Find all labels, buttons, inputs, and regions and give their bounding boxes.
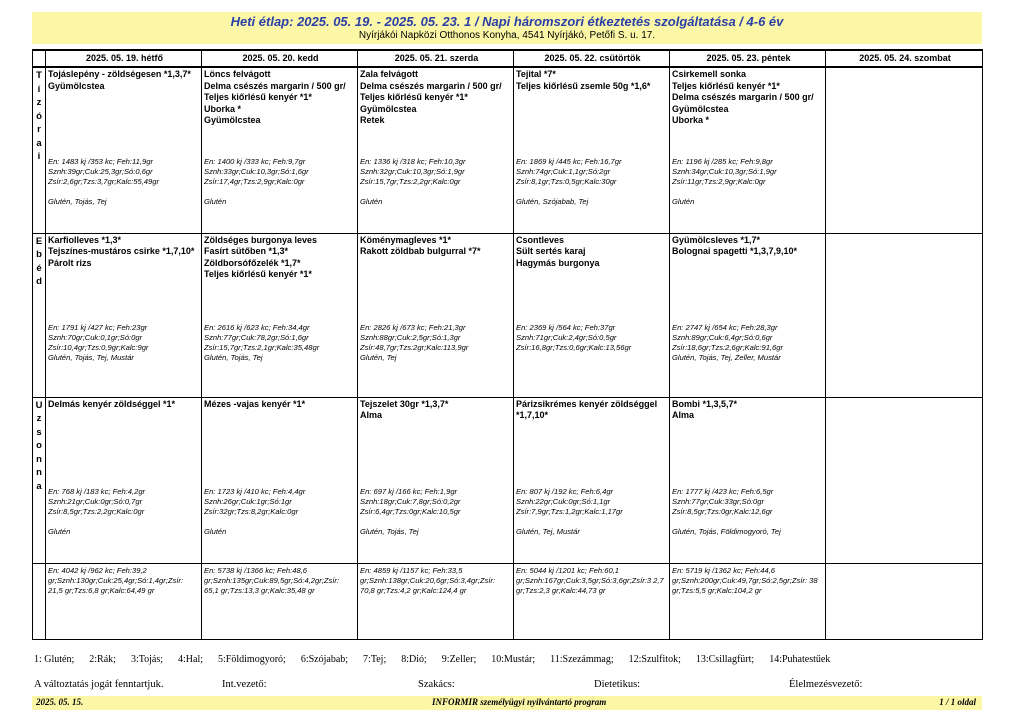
nutrition-block [672, 487, 823, 537]
allergen-legend-item: 6:Szójabab; [300, 654, 349, 665]
menu-cell [358, 233, 514, 397]
daily-total-cell [826, 563, 983, 639]
day-header: 2025. 05. 19. hétfő [46, 50, 202, 67]
meal-label [33, 67, 46, 233]
allergen-legend-item: 14:Puhatestűek [769, 654, 831, 665]
daily-total-cell [46, 563, 202, 639]
dish-list: Bombi *1,3,5,7* Alma [672, 398, 738, 420]
nutrition-block [48, 157, 199, 207]
menu-cell [670, 397, 826, 563]
dish-list: Delmás kenyér zöldséggel *1* [48, 398, 176, 409]
print-date: 2025. 05. 15. [36, 697, 84, 707]
allergen-list: Glutén, Tojás, Földimogyoró, Tej [672, 526, 781, 536]
allergen-list: Glutén [48, 526, 71, 536]
dish-list: Karfiolleves *1,3* Tejszínes-mustáros csirke *1,7,10* Párolt rizs [48, 234, 195, 268]
allergen-list: Glutén, Tojás, Tej [360, 526, 419, 536]
nutrition-values: En: 1483 kj /353 kc; Feh:11,9gr Sznh:39gr;Cuk:25,3gr;Só:0,6gr Zsír:2,6gr;Tzs:3,7gr;Kalc:55,49gr [48, 157, 159, 186]
dish-list: Zala felvágott Delma csészés margarin / 500 gr/ Teljes kiőrlésű kenyér *1* Gyümölcstea Retek [360, 69, 502, 125]
menu-cell [826, 397, 983, 563]
day-header: 2025. 05. 22. csütörtök [514, 50, 670, 67]
allergen-legend-item: 7:Tej; [363, 654, 387, 665]
meal-label-letter: r [37, 124, 41, 135]
allergen-legend-item: 11:Szezámmag; [550, 654, 614, 665]
meal-label-letter: b [36, 249, 42, 260]
kitchen-address: Nyírjákói Napközi Otthonos Konyha, 4541 Nyírjákó, Petőfi S. u. 17. [358, 30, 656, 41]
nutrition-values: En: 1777 kj /423 kc; Feh:6,5gr Sznh:77gr;Cuk:33gr;Só:0gr Zsír:8,5gr;Tzs:0gr;Kalc:12,6gr [672, 486, 774, 516]
meal-row [33, 67, 983, 233]
nutrition-block [48, 487, 199, 537]
menu-cell [202, 233, 358, 397]
meal-label-letter: z [36, 97, 42, 108]
meal-label-letter: o [36, 440, 42, 451]
nutrition-block [204, 323, 355, 363]
meal-label-letter: a [36, 480, 42, 492]
szakacs-signature: Szakács: [418, 679, 455, 690]
meal-label-letter: z [36, 413, 42, 424]
day-header: 2025. 05. 20. kedd [202, 50, 358, 67]
dish-list: Csirkemell sonka Teljes kiőrlésű kenyér *1* Delma csészés margarin / 500 gr/ Gyümölcstea Uborka * [672, 69, 814, 125]
meal-row [33, 397, 983, 563]
nutrition-block [828, 487, 980, 497]
nutrition-values: En: 1869 kj /445 kc; Feh:16,7gr Sznh:74gr;Cuk:1,1gr;Só:2gr Zsír:8,1gr;Tzs:0,5gr;Kalc:30gr [516, 157, 622, 186]
menu-cell [670, 233, 826, 397]
dish-list: Tejszelet 30gr *1,3,7* Alma [360, 398, 449, 420]
dish-list: Köménymagleves *1* Rakott zöldbab bulgurral *7* [360, 234, 481, 256]
nutrition-block [204, 157, 355, 207]
elelmezesvezeto-signature: Élelmezésvezető: [789, 679, 863, 690]
nutrition-values: En: 2747 kj /654 kc; Feh:28,3gr Sznh:89gr;Cuk:6,4gr;Só:0,6gr Zsír:18,6gr;Tzs:2,6gr;Kalc:91,6gr [672, 322, 783, 352]
allergen-list: Glutén, Tej, Mustár [516, 526, 580, 536]
daily-total-values: En: 5738 kj /1366 kc; Feh:48,6 gr;Sznh:135gr;Cuk:89,5gr;Só:4,2gr;Zsír: 65,1 gr;Tzs:13,3 gr;Kalc:35,48 gr [204, 565, 340, 595]
daily-total-values: En: 5719 kj /1362 kc; Feh:44,6 gr;Sznh:200gr;Cuk:49,7gr;Só:2,5gr;Zsír: 38 gr;Tzs:5,5 gr;Kalc:104,2 gr [672, 565, 818, 595]
daily-total-cell [514, 563, 670, 639]
int-vezeto-signature: Int.vezető: [222, 679, 267, 690]
allergen-list: Glutén [204, 526, 227, 536]
allergen-legend-item: 9:Zeller; [441, 654, 477, 665]
daily-total-cell [202, 563, 358, 639]
allergen-legend-item: 4:Hal; [178, 654, 204, 665]
totals-label [33, 563, 46, 639]
meal-label-letter: í [37, 83, 41, 95]
nutrition-block [672, 157, 823, 207]
allergen-list: Glutén [204, 197, 227, 206]
daily-total-cell [670, 563, 826, 639]
nutrition-block [360, 157, 511, 207]
menu-cell [514, 233, 670, 397]
menu-cell [202, 397, 358, 563]
dish-list: Gyümölcsleves *1,7* Bolognai spagetti *1,3,7,9,10* [672, 234, 798, 256]
allergen-list: Glutén, Tej [360, 352, 397, 362]
allergen-legend-item: 2:Rák; [89, 654, 116, 665]
daily-total-values: En: 4042 kj /962 kc; Feh:39,2 gr;Sznh:130gr;Cuk:25,4gr;Só:1,4gr;Zsír: 21,5 gr;Tzs:6,8 gr;Kalc:64,49 gr [48, 565, 184, 595]
meal-label-letter: é [36, 262, 42, 274]
meal-label-letter: d [36, 276, 42, 287]
allergen-list: Glutén [360, 197, 383, 206]
footer-band [32, 696, 982, 710]
nutrition-values: En: 1336 kj /318 kc; Feh:10,3gr Sznh:32gr;Cuk:10,3gr;Só:1,9gr Zsír:15,7gr;Tzs:2,2gr;Kalc:0gr [360, 157, 466, 186]
daily-total-values: En: 4859 kj /1157 kc; Feh:33,5 gr;Sznh:138gr;Cuk:20,6gr;Só:3,4gr;Zsír: 70,8 gr;Tzs:4,2 gr;Kalc:124,4 gr [360, 565, 496, 595]
meal-label-letter: E [35, 235, 43, 247]
page-indicator: 1 / 1 oldal [939, 697, 976, 707]
menu-cell [46, 233, 202, 397]
allergen-legend [34, 654, 984, 665]
allergen-list: Glutén, Tojás, Tej [48, 197, 107, 206]
nutrition-block [48, 323, 199, 363]
allergen-list: Glutén [672, 197, 695, 206]
meal-label-letter: ó [36, 110, 42, 122]
day-header: 2025. 05. 24. szombat [826, 50, 983, 67]
menu-cell [46, 67, 202, 233]
day-header: 2025. 05. 21. szerda [358, 50, 514, 67]
allergen-list: Glutén, Tojás, Tej [204, 352, 263, 362]
rights-reserved-note: A változtatás jogát fenntartjuk. [34, 679, 164, 690]
daily-totals-row [33, 563, 983, 639]
menu-cell [826, 233, 983, 397]
nutrition-values: En: 768 kj /183 kc; Feh:4,2gr Sznh:21gr;Cuk:0gr;Só:0,7gr Zsír:8,5gr;Tzs:2,2gr;Kalc:0gr [48, 486, 146, 516]
meal-label-letter: U [35, 399, 43, 411]
dish-list: Löncs felvágott Delma csészés margarin / 500 gr/ Teljes kiőrlésű kenyér *1* Uborka * Gyümölcstea [204, 69, 346, 125]
nutrition-block [516, 323, 667, 353]
nutrition-block [672, 323, 823, 363]
nutrition-block [516, 487, 667, 537]
nutrition-values: En: 697 kj /166 kc; Feh:1,9gr Sznh:18gr;Cuk:7,8gr;Só:0,2gr Zsír:6,4gr;Tzs:0gr;Kalc:10,5gr [360, 486, 461, 516]
dish-list: Tojáslepény - zöldségesen *1,3,7* Gyümölcstea [48, 69, 191, 91]
menu-cell [46, 397, 202, 563]
menu-cell [358, 67, 514, 233]
nutrition-values: En: 1723 kj /410 kc; Feh:4,4gr Sznh:26gr;Cuk:1gr;Só:1gr Zsír:32gr;Tzs:8,2gr;Kalc:0gr [204, 486, 306, 516]
weekly-menu-table [32, 49, 983, 640]
meal-label-letter: n [36, 453, 42, 465]
nutrition-block [360, 487, 511, 537]
allergen-legend-item: 8:Dió; [401, 654, 427, 665]
nutrition-block [516, 157, 667, 207]
page-title: Heti étlap: 2025. 05. 19. - 2025. 05. 23. 1 / Napi háromszori étkeztetés szolgáltatása / 4-6 év [230, 14, 784, 29]
allergen-legend-item: 3:Tojás; [130, 654, 164, 665]
menu-cell [514, 67, 670, 233]
menu-cell [358, 397, 514, 563]
meal-label-letter: s [36, 426, 42, 438]
nutrition-block [360, 323, 511, 363]
nutrition-values: En: 1196 kj /285 kc; Feh:9,8gr Sznh:34gr;Cuk:10,3gr;Só:1,9gr Zsír:11gr;Tzs:2,9gr;Kalc:0gr [672, 157, 777, 186]
meal-label-letter: T [36, 70, 42, 81]
meal-label [33, 233, 46, 397]
daily-total-cell [358, 563, 514, 639]
meal-row [33, 233, 983, 397]
nutrition-block [204, 487, 355, 537]
program-name: INFORMIR személyügyi nyilvántartó program [432, 697, 607, 707]
day-header-row [33, 50, 983, 67]
nutrition-values: En: 2616 kj /623 kc; Feh:34,4gr Sznh:77gr;Cuk:78,2gr;Só:1,6gr Zsír:15,7gr;Tzs:2,1gr;Kalc:35,48gr [204, 322, 320, 352]
nutrition-values: En: 1400 kj /333 kc; Feh:9,7gr Sznh:33gr;Cuk:10,3gr;Só:1,6gr Zsír:17,4gr;Tzs:2,9gr;Kalc:0gr [204, 157, 309, 186]
nutrition-values: En: 2826 kj /673 kc; Feh:21,3gr Sznh:88gr;Cuk:2,5gr;Só:1,3gr Zsír:48,7gr;Tzs:2gr;Kalc:113,9gr [360, 322, 469, 352]
title-band [32, 12, 982, 44]
nutrition-block [828, 157, 980, 167]
meal-label-letter: a [36, 137, 42, 149]
meal-label [33, 397, 46, 563]
allergen-list: Glutén, Tojás, Tej, Mustár [48, 352, 134, 362]
allergen-legend-item: 12:Szulfitok; [628, 654, 681, 665]
daily-total-values: En: 5044 kj /1201 kc; Feh:60,1 gr;Sznh:167gr;Cuk:3,5gr;Só:3,6gr;Zsír:3 2,7 gr;Tzs:2,3 gr;Kalc:44,73 gr [516, 565, 664, 595]
menu-cell [670, 67, 826, 233]
nutrition-values: En: 1791 kj /427 kc; Feh:23gr Sznh:70gr;Cuk:0,1gr;Só:0gr Zsír:10,4gr;Tzs:0,9gr;Kalc:9gr [48, 322, 149, 352]
corner-cell [33, 50, 46, 67]
allergen-list: Glutén, Tojás, Tej, Zeller, Mustár [672, 352, 781, 362]
nutrition-values: En: 2369 kj /564 kc; Feh:37gr Sznh:71gr;Cuk:2,4gr;Só:0,5gr Zsír:16,8gr;Tzs:0,6gr;Kalc:13,56gr [516, 322, 632, 352]
dish-list: Tejital *7* Teljes kiőrlésű zsemle 50g *1,6* [516, 69, 651, 91]
allergen-legend-item: 13:Csillagfürt; [695, 654, 755, 665]
menu-cell [514, 397, 670, 563]
allergen-list: Glutén, Szójabab, Tej [516, 197, 589, 206]
dish-list: Párizsikrémes kenyér zöldséggel *1,7,10* [516, 398, 658, 420]
nutrition-values: En: 807 kj /192 kc; Feh:6,4gr Sznh:22gr;Cuk:0gr;Só:1,1gr Zsír:7,9gr;Tzs:1,2gr;Kalc:1,17gr [516, 486, 623, 516]
allergen-legend-item: 5:Földimogyoró; [218, 654, 286, 665]
dish-list: Csontleves Sült sertés karaj Hagymás burgonya [516, 234, 600, 268]
day-header: 2025. 05. 23. péntek [670, 50, 826, 67]
menu-cell [826, 67, 983, 233]
dish-list: Zöldséges burgonya leves Fasírt sütőben *1,3* Zöldborsófőzelék *1,7* Teljes kiőrlésű kenyér *1* [204, 234, 318, 279]
menu-cell [202, 67, 358, 233]
meal-label-letter: n [36, 467, 42, 478]
allergen-legend-item: 10:Mustár; [491, 654, 536, 665]
allergen-legend-item: 1: Glutén; [34, 654, 75, 665]
dish-list: Mézes -vajas kenyér *1* [204, 398, 306, 409]
meal-label-letter: i [37, 151, 41, 162]
dietetikus-signature: Dietetikus: [594, 679, 641, 690]
